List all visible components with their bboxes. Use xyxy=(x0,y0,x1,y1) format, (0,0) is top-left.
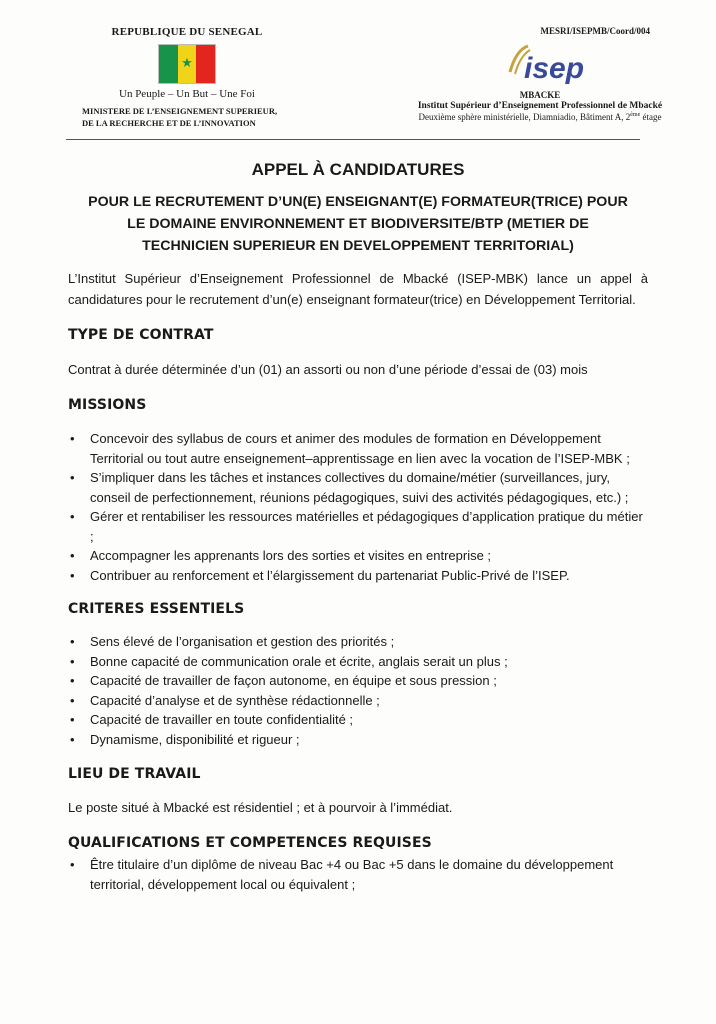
header-right xyxy=(390,26,690,122)
flag-yellow-band xyxy=(178,45,197,83)
header-divider xyxy=(66,139,640,140)
isep-logo xyxy=(390,42,690,86)
institute-address xyxy=(390,112,690,122)
list-item: • Capacité de travailler en toute confidentialité ; xyxy=(68,710,648,730)
institute-city: MBACKE xyxy=(519,90,561,100)
list-item: • Capacité de travailler de façon autonome, en équipe et sous pression ; xyxy=(68,671,648,691)
title-line-1: POUR LE RECRUTEMENT D’UN(E) ENSEIGNANT(E) FORMATEUR(TRICE) POUR xyxy=(88,194,628,210)
contract-text: Contrat à durée déterminée d’un (01) an assorti ou non d’une période d’essai de (03) mois xyxy=(68,362,588,377)
ministry-name xyxy=(82,105,292,129)
contract-heading: TYPE DE CONTRAT xyxy=(68,327,214,343)
title-line-3: TECHNICIEN SUPERIEUR EN DEVELOPPEMENT TERRITORIAL) xyxy=(142,238,574,254)
list-item: • Accompagner les apprenants lors des sorties et visites en entreprise ; xyxy=(68,546,648,566)
address-end: étage xyxy=(640,112,662,122)
intro-paragraph: L’Institut Supérieur d’Enseignement Professionnel de Mbacké (ISEP-MBK) lance un appel à candidatures pour le recrutement d’un(e) enseignant formateur(trice) en Développement Territorial. xyxy=(68,271,648,307)
list-item: • Capacité d’analyse et de synthèse rédactionnelle ; xyxy=(68,691,648,711)
qualifications-heading: QUALIFICATIONS ET COMPETENCES REQUISES xyxy=(68,835,432,851)
workplace-heading: LIEU DE TRAVAIL xyxy=(68,766,201,782)
national-motto: Un Peuple – Un But – Une Foi xyxy=(119,88,255,100)
header-left xyxy=(82,26,292,129)
isep-logo-icon xyxy=(506,42,596,86)
country-name: REPUBLIQUE DU SENEGAL xyxy=(111,26,263,38)
missions-list xyxy=(68,429,648,585)
title-line-2: LE DOMAINE ENVIRONNEMENT ET BIODIVERSITE/BTP (METIER DE xyxy=(127,216,589,232)
list-item: • S’impliquer dans les tâches et instances collectives du domaine/métier (surveillances, jury, conseil de perfectionnement, réunions pédagogiques, suivi des activités pédagogiques, etc.) ; xyxy=(68,468,648,507)
list-item: • Concevoir des syllabus de cours et animer des modules de formation en Développement Territorial ou tout autre enseignement–apprentissage en lien avec la vocation de l’ISEP-MBK ; xyxy=(68,429,648,468)
list-item: • Gérer et rentabiliser les ressources matérielles et pédagogiques d’application pratique du métier ; xyxy=(68,507,648,546)
address-superscript: ème xyxy=(630,112,641,118)
institute-name: Institut Supérieur d’Enseignement Professionnel de Mbacké xyxy=(417,101,663,111)
ministry-line-2: DE LA RECHERCHE ET DE L’INNOVATION xyxy=(82,118,256,128)
qualifications-list xyxy=(68,855,648,895)
criteria-list xyxy=(68,632,648,749)
address-text: Deuxième sphère ministérielle, Diamniadio, Bâtiment A, 2 xyxy=(418,112,631,122)
list-item: • Être titulaire d’un diplôme de niveau Bac +4 ou Bac +5 dans le domaine du développement territorial, développement local ou équivalent ; xyxy=(68,855,648,895)
title-main: APPEL À CANDIDATURES xyxy=(251,160,465,179)
logo-text: isep xyxy=(524,52,585,85)
document-reference: MESRI/ISEPMB/Coord/004 xyxy=(540,26,650,36)
list-item: • Bonne capacité de communication orale et écrite, anglais serait un plus ; xyxy=(68,652,648,672)
missions-heading: MISSIONS xyxy=(68,397,147,413)
flag-green-band xyxy=(159,45,178,83)
announcement-title xyxy=(40,160,676,257)
senegal-flag-icon xyxy=(158,44,216,84)
flag-star-icon: ★ xyxy=(181,56,193,72)
criteria-heading: CRITERES ESSENTIELS xyxy=(68,601,245,617)
flag-red-band xyxy=(196,45,215,83)
ministry-line-1: MINISTERE DE L’ENSEIGNEMENT SUPERIEUR, xyxy=(82,106,278,116)
list-item: • Sens élevé de l’organisation et gestion des priorités ; xyxy=(68,632,648,652)
workplace-text: Le poste situé à Mbacké est résidentiel ; et à pourvoir à l’immédiat. xyxy=(68,800,453,815)
document-body xyxy=(68,268,648,895)
list-item: • Dynamisme, disponibilité et rigueur ; xyxy=(68,730,648,750)
list-item: • Contribuer au renforcement et l’élargissement du partenariat Public-Privé de l’ISEP. xyxy=(68,566,648,586)
